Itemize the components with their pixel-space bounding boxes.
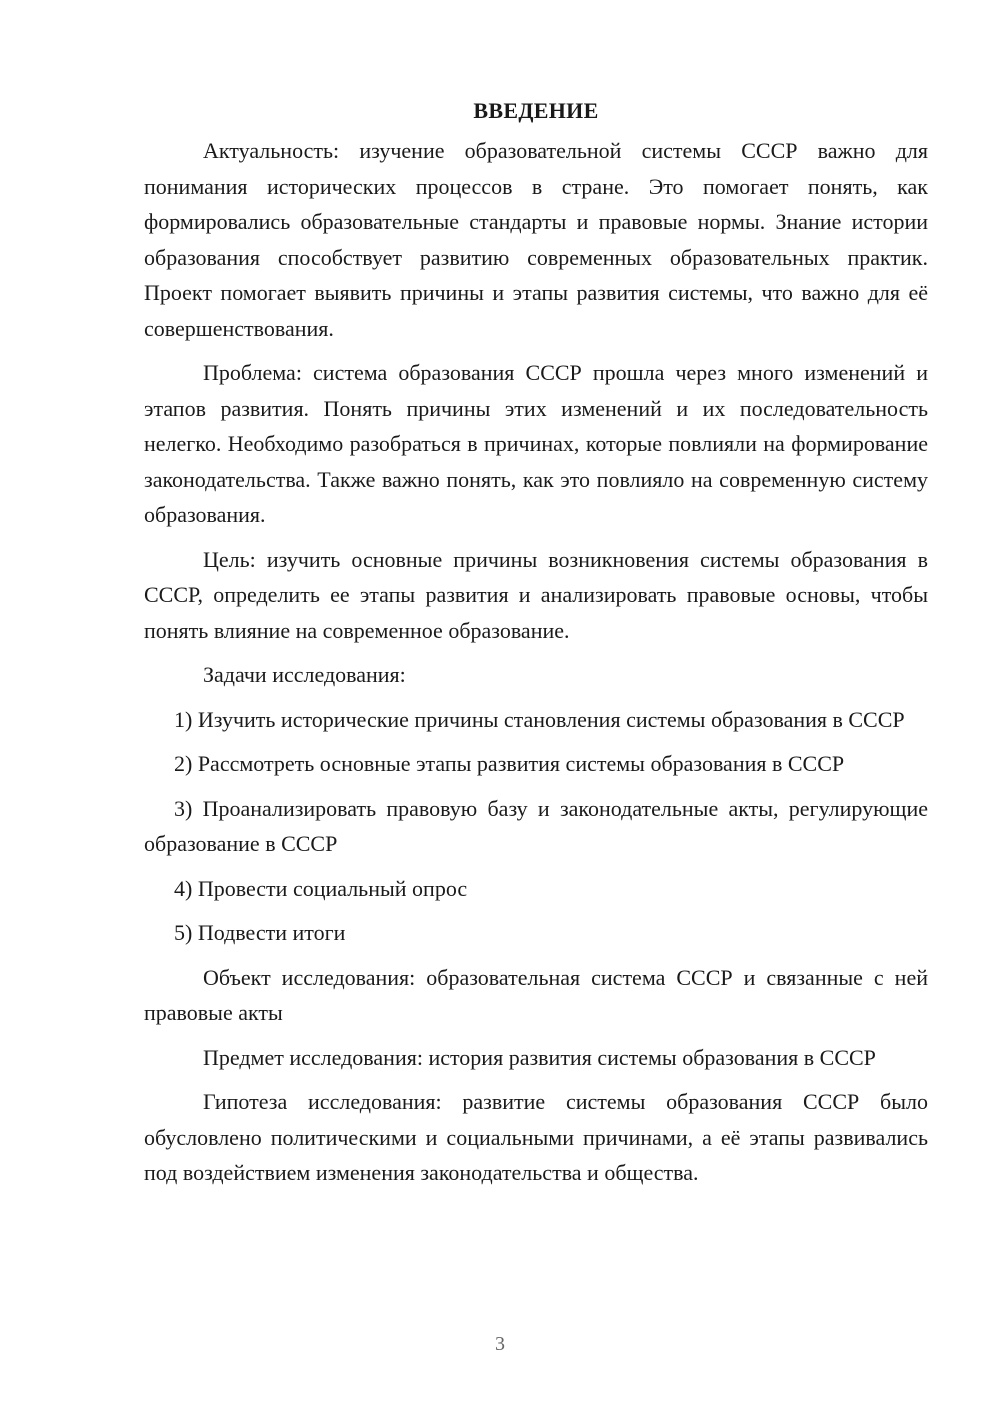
- task-item-2: 2) Рассмотреть основные этапы развития системы образования в СССР: [174, 751, 845, 776]
- page-title: ВВЕДЕНИЕ: [473, 98, 599, 123]
- problem-paragraph: Проблема: система образования СССР прошла через много изменений и этапов развития. Понять причины этих изменений и их последовательность нелегко. Необходимо разобраться в причинах, которые повлияли на формирование законодательства. Также важно понять, как это повлияло на современную систему образования.: [144, 360, 928, 527]
- hypothesis-paragraph: Гипотеза исследования: развитие системы образования СССР было обусловлено политическими и социальными причинами, а её этапы развивались под воздействием изменения законодательства и общества.: [144, 1089, 928, 1185]
- page-number: 3: [495, 1333, 505, 1355]
- tasks-heading: Задачи исследования:: [203, 662, 406, 687]
- task-item-4: 4) Провести социальный опрос: [174, 875, 468, 901]
- relevance-paragraph: Актуальность: изучение образовательной системы СССР важно для понимания исторических процессов в стране. Это помогает понять, как формировались образовательные стандарты и правовые нормы. Знание истории образования способствует развитию современных образовательных практик. Проект помогает выявить причины и этапы развития системы, что важно для её совершенствования.: [144, 138, 928, 341]
- task-item-5: 5) Подвести итоги: [174, 920, 346, 945]
- task-item-1: 1) Изучить исторические причины становления системы образования в СССР: [174, 706, 905, 732]
- goal-paragraph: Цель: изучить основные причины возникновения системы образования в СССР, определить ее этапы развития и анализировать правовые основы, чтобы понять влияние на современное образование.: [144, 546, 928, 643]
- object-paragraph: Объект исследования: образовательная система СССР и связанные с ней правовые акты: [144, 964, 928, 1025]
- document-page: [144, 96, 928, 1200]
- subject-paragraph: Предмет исследования: история развития системы образования в СССР: [203, 1044, 876, 1070]
- task-item-3: 3) Проанализировать правовую базу и законодательные акты, регулирующие образование в СССР: [144, 795, 928, 856]
